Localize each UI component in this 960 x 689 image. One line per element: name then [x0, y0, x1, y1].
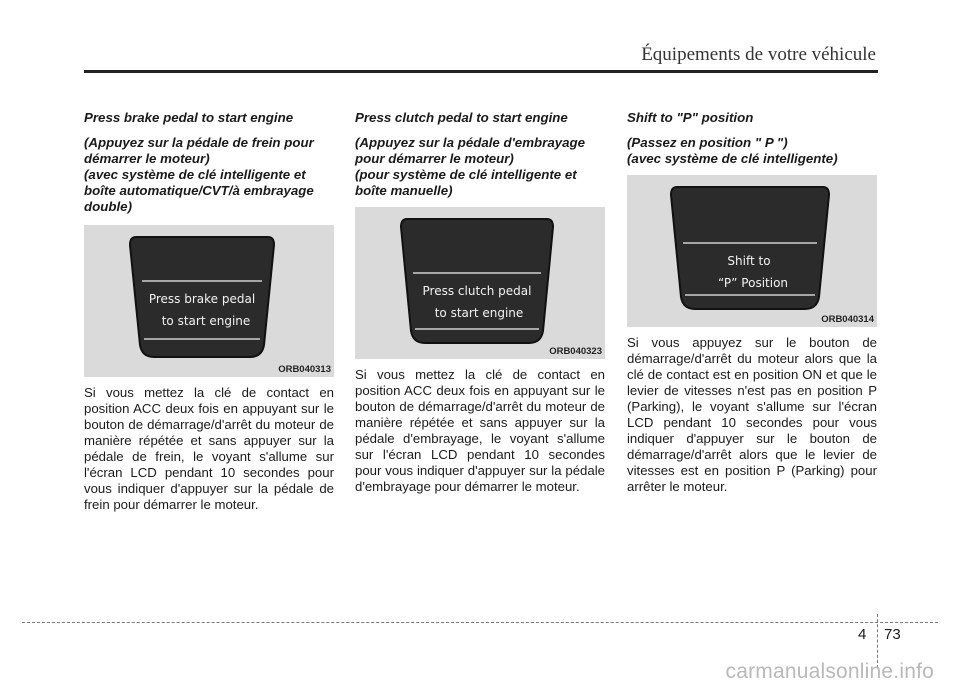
heading-french: (Passez en position " P ") (avec système de clé intelligente)	[627, 135, 838, 166]
heading-english: Shift to "P" position	[627, 110, 754, 125]
column-brake-pedal	[84, 110, 334, 513]
column-clutch-pedal	[355, 110, 605, 495]
lcd-display	[669, 183, 831, 313]
figure-code: ORB040323	[549, 346, 602, 357]
heading-english: Press brake pedal to start engine	[84, 110, 294, 125]
lcd-figure	[627, 175, 877, 327]
body-paragraph: Si vous appuyez sur le bouton de démarrage/d'arrêt du moteur alors que la clé de contact est en position ON et que le levier de vitesses n'est pas en position P (Parking), le voyant s'allume sur l'écran LCD pendant 10 secondes pour vous indiquer d'appuyer sur le bouton de démarrage/d'arrêt alors que le levier de vitesses est en position P (Parking) pour arrêter le moteur.	[627, 335, 877, 494]
lcd-figure	[84, 225, 334, 377]
lcd-line2: “P” Position	[717, 276, 789, 290]
lcd-line1: Press clutch pedal	[422, 284, 532, 298]
footer-rule	[22, 622, 938, 623]
heading-french: (Appuyez sur la pédale de frein pour démarrer le moteur) (avec système de clé intelligente et boîte automatique/CVT/à embrayage double)	[84, 135, 314, 214]
lcd-display	[399, 215, 555, 347]
figure-code: ORB040313	[278, 364, 331, 375]
running-header-title: Équipements de votre véhicule	[641, 44, 876, 65]
watermark: carmanualsonline.info	[725, 660, 934, 683]
figure-code: ORB040314	[821, 314, 874, 325]
page-number: 73	[884, 626, 901, 643]
lcd-line2: to start engine	[161, 314, 251, 328]
lcd-line2: to start engine	[434, 306, 524, 320]
lcd-line1: Press brake pedal	[148, 292, 256, 306]
lcd-display	[128, 233, 276, 361]
heading-english: Press clutch pedal to start engine	[355, 110, 568, 125]
heading-french: (Appuyez sur la pédale d'embrayage pour démarrer le moteur) (pour système de clé intelligente et boîte manuelle)	[355, 135, 586, 198]
column-shift-to-p	[627, 110, 877, 495]
body-paragraph: Si vous mettez la clé de contact en position ACC deux fois en appuyant sur le bouton de démarrage/d'arrêt du moteur de manière répétée et sans appuyer sur la pédale d'embrayage, le voyant s'allume sur l'écran LCD pendant 10 secondes pour vous indiquer d'appuyer sur la pédale d'embrayage pour démarrer le moteur.	[355, 367, 605, 494]
lcd-figure	[355, 207, 605, 359]
body-paragraph: Si vous mettez la clé de contact en position ACC deux fois en appuyant sur le bouton de démarrage/d'arrêt du moteur de manière répétée et sans appuyer sur la pédale de frein, le voyant s'allume sur l'écran LCD pendant 10 secondes pour vous indiquer d'appuyer sur la pédale de frein pour démarrer le moteur.	[84, 385, 334, 512]
chapter-number: 4	[858, 626, 867, 643]
header-rule	[84, 70, 878, 73]
lcd-line1: Shift to	[727, 254, 771, 268]
